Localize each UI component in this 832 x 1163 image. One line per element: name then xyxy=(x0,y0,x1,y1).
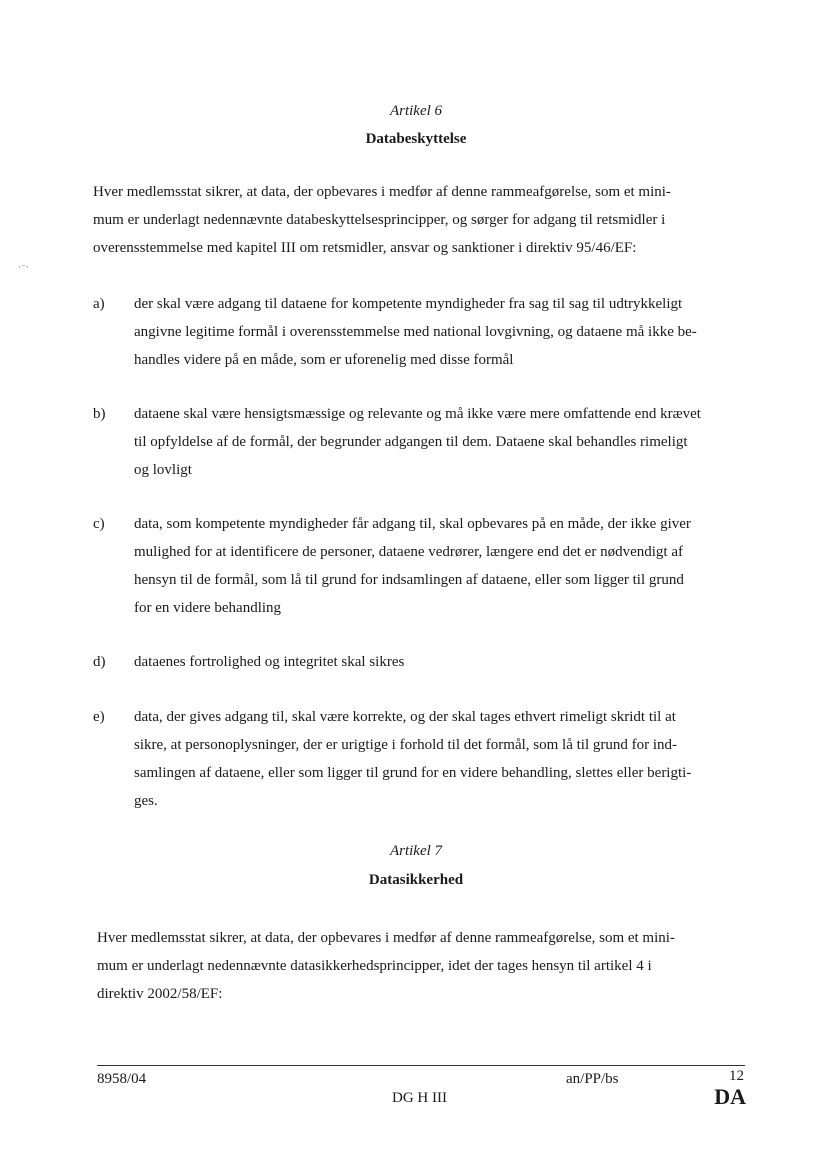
text-line: direktiv 2002/58/EF: xyxy=(97,986,223,1002)
article-6-title: Databeskyttelse xyxy=(365,131,467,147)
text-line: Hver medlemsstat sikrer, at data, der opbevares i medfør af denne rammeafgørelse, som et mini- xyxy=(93,184,671,200)
text-line: overensstemmelse med kapitel III om retsmidler, ansvar og sanktioner i direktiv 95/46/EF: xyxy=(93,240,637,256)
article-7-title: Datasikkerhed xyxy=(368,872,464,888)
list-item-b xyxy=(134,400,754,484)
list-item-letter-e: e) xyxy=(93,709,105,725)
text-line: data, som kompetente myndigheder får adgang til, skal opbevares på en måde, der ikke giver xyxy=(134,516,691,532)
list-item-a xyxy=(134,290,754,374)
article-7-intro xyxy=(97,924,757,1008)
text-line: samlingen af dataene, eller som ligger til grund for en videre behandling, slettes eller berigti- xyxy=(134,765,692,781)
text-line: mum er underlagt nedennævnte databeskyttelsesprincipper, og sørger for adgang til retsmidler i xyxy=(93,212,666,228)
text-line: ges. xyxy=(134,793,158,809)
text-line: dataenes fortrolighed og integritet skal sikres xyxy=(134,654,405,670)
text-line: mum er underlagt nedennævnte datasikkerhedsprincipper, idet der tages hensyn til artikel 4 i xyxy=(97,958,652,974)
list-item-letter-d: d) xyxy=(93,654,106,670)
text-line: handles videre på en måde, som er uforenelig med disse formål xyxy=(134,352,514,368)
footer-initials: an/PP/bs xyxy=(566,1071,619,1087)
text-line: og lovligt xyxy=(134,462,192,478)
list-item-letter-b: b) xyxy=(93,406,106,422)
footer-language-code: DA xyxy=(714,1084,746,1109)
text-line: hensyn til de formål, som lå til grund for indsamlingen af dataene, eller som ligger til grund xyxy=(134,572,684,588)
list-item-d xyxy=(134,648,754,676)
text-line: angivne legitime formål i overensstemmelse med national lovgivning, og dataene må ikke be- xyxy=(134,324,697,340)
text-line: der skal være adgang til dataene for kompetente myndigheder fra sag til sag til udtrykkeligt xyxy=(134,296,683,312)
list-item-e xyxy=(134,703,754,815)
list-item-letter-c: c) xyxy=(93,516,105,532)
footer-department: DG H III xyxy=(392,1090,447,1106)
article-6-intro xyxy=(93,178,753,262)
list-item-c xyxy=(134,510,754,622)
list-item-letter-a: a) xyxy=(93,296,105,312)
text-line: dataene skal være hensigtsmæssige og relevante og må ikke være mere omfattende end krævet xyxy=(134,406,701,422)
article-7-label: Artikel 7 xyxy=(389,843,443,859)
text-line: data, der gives adgang til, skal være korrekte, og der skal tages ethvert rimeligt skridt til at xyxy=(134,709,676,725)
text-line: for en videre behandling xyxy=(134,600,282,616)
article-6-label: Artikel 6 xyxy=(389,103,443,119)
footer-rule xyxy=(97,1065,745,1066)
footer-page-number: 12 xyxy=(729,1068,744,1084)
scan-speck: ·⁻· xyxy=(18,262,29,272)
text-line: til opfyldelse af de formål, der begrunder adgangen til dem. Dataene skal behandles rimeligt xyxy=(134,434,688,450)
text-line: mulighed for at identificere de personer, dataene vedrører, længere end det er nødvendigt af xyxy=(134,544,683,560)
text-line: sikre, at personoplysninger, der er urigtige i forhold til det formål, som lå til grund for ind- xyxy=(134,737,678,753)
footer-doc-number: 8958/04 xyxy=(97,1071,147,1087)
text-line: Hver medlemsstat sikrer, at data, der opbevares i medfør af denne rammeafgørelse, som et mini- xyxy=(97,930,675,946)
